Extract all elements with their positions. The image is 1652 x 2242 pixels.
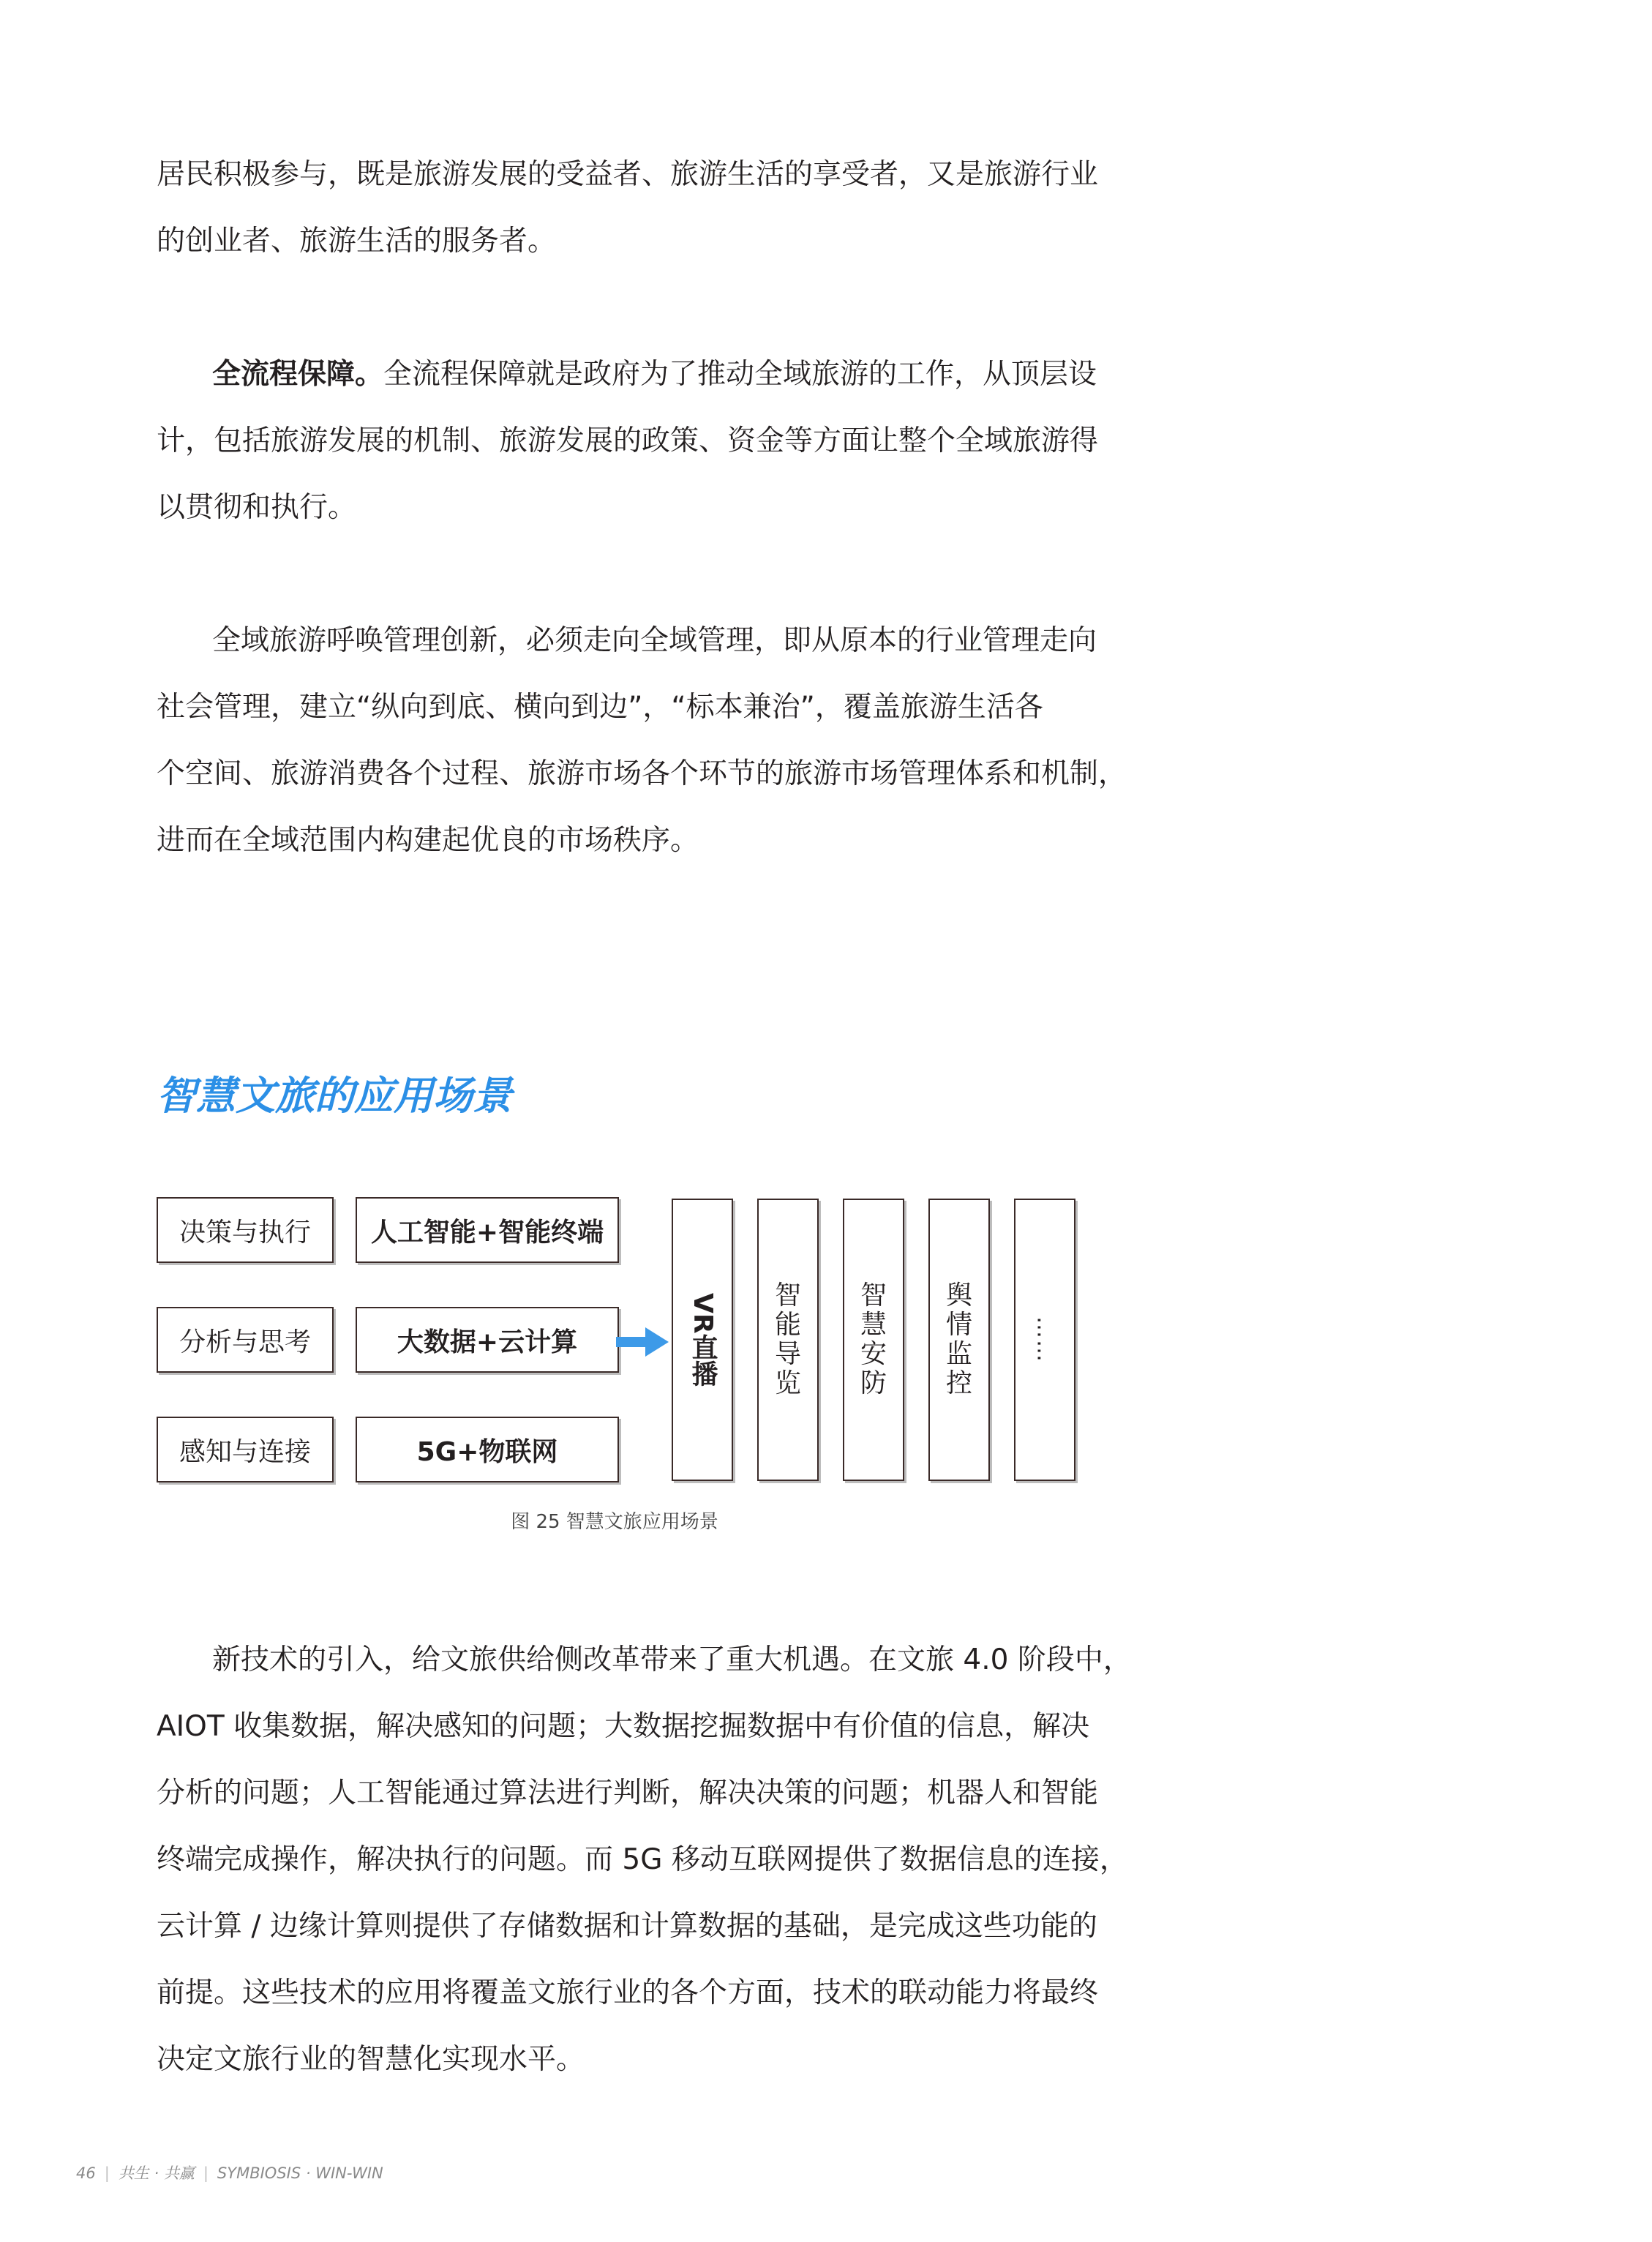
text-line: AIOT 收集数据，解决感知的问题；大数据挖掘数据中有价值的信息，解决 [157, 1710, 1090, 1743]
text-line: 个空间、旅游消费各个过程、旅游市场各个环节的旅游市场管理体系和机制， [157, 757, 1127, 790]
page-number: 46 [76, 2164, 96, 2182]
scene-public-opinion [928, 1199, 990, 1481]
text-line: 以贯彻和执行。 [157, 491, 357, 524]
scene-label: 智慧安防 [860, 1281, 887, 1398]
footer-en-title: SYMBIOSIS · WIN-WIN [217, 2164, 383, 2182]
text-fragment: 全流程保障就是政府为了推动全域旅游的工作，从顶层设 [383, 358, 1097, 391]
label-perception-connection: 感知与连接 [157, 1417, 334, 1482]
text-line: 新技术的引入，给文旅供给侧改革带来了重大机遇。在文旅 4.0 阶段中， [212, 1643, 1132, 1676]
text-line [157, 341, 1097, 408]
paragraph-residents [157, 141, 1099, 274]
paragraph-new-tech [157, 1627, 1132, 2093]
figure-caption: 图 25 智慧文旅应用场景 [511, 1511, 718, 1533]
tech-bigdata-cloud: 大数据+云计算 [356, 1307, 619, 1373]
divider: | [104, 2164, 110, 2182]
scene-more [1014, 1199, 1075, 1481]
section-heading: 智慧文旅的应用场景 [157, 1073, 512, 1119]
scene-vr-live [672, 1199, 733, 1481]
text-line: 分析的问题；人工智能通过算法进行判断，解决决策的问题；机器人和智能 [157, 1777, 1099, 1810]
scene-smart-guide [757, 1199, 819, 1481]
text-line: 决定文旅行业的智慧化实现水平。 [157, 2043, 585, 2076]
scene-label: 舆情监控 [945, 1281, 972, 1398]
divider: | [203, 2164, 209, 2182]
text-line: 居民积极参与，既是旅游发展的受益者、旅游生活的享受者，又是旅游行业 [157, 158, 1099, 191]
footer-cn-title: 共生 · 共赢 [118, 2164, 195, 2182]
paragraph-full-process [157, 341, 1099, 541]
label-decision-execution: 决策与执行 [157, 1197, 334, 1263]
scene-smart-security [843, 1199, 904, 1481]
text-line: 终端完成操作，解决执行的问题。而 5G 移动互联网提供了数据信息的连接， [157, 1843, 1128, 1876]
right-arrow-icon [616, 1326, 669, 1358]
text-line: 进而在全域范围内构建起优良的市场秩序。 [157, 824, 699, 857]
text-line: 的创业者、旅游生活的服务者。 [157, 225, 557, 258]
scene-label: VR直播 [688, 1293, 718, 1387]
text-line: 前提。这些技术的应用将覆盖文旅行业的各个方面，技术的联动能力将最终 [157, 1976, 1099, 2009]
tech-ai-terminal: 人工智能+智能终端 [356, 1197, 619, 1263]
text-line: 计，包括旅游发展的机制、旅游发展的政策、资金等方面让整个全域旅游得 [157, 424, 1099, 457]
tech-5g-iot: 5G+物联网 [356, 1417, 619, 1482]
scene-label: 智能导览 [774, 1281, 801, 1398]
ellipsis-label: …… [1032, 1316, 1058, 1363]
page-footer [76, 2162, 383, 2183]
text-line: 云计算 / 边缘计算则提供了存储数据和计算数据的基础，是完成这些功能的 [157, 1910, 1097, 1943]
label-analysis-thinking: 分析与思考 [157, 1307, 334, 1373]
text-line: 社会管理，建立“纵向到底、横向到边”，“标本兼治”，覆盖旅游生活各 [157, 691, 1043, 724]
paragraph-management [157, 607, 1127, 874]
text-line: 全域旅游呼唤管理创新，必须走向全域管理，即从原本的行业管理走向 [212, 624, 1097, 657]
bold-lead: 全流程保障。 [212, 358, 384, 391]
